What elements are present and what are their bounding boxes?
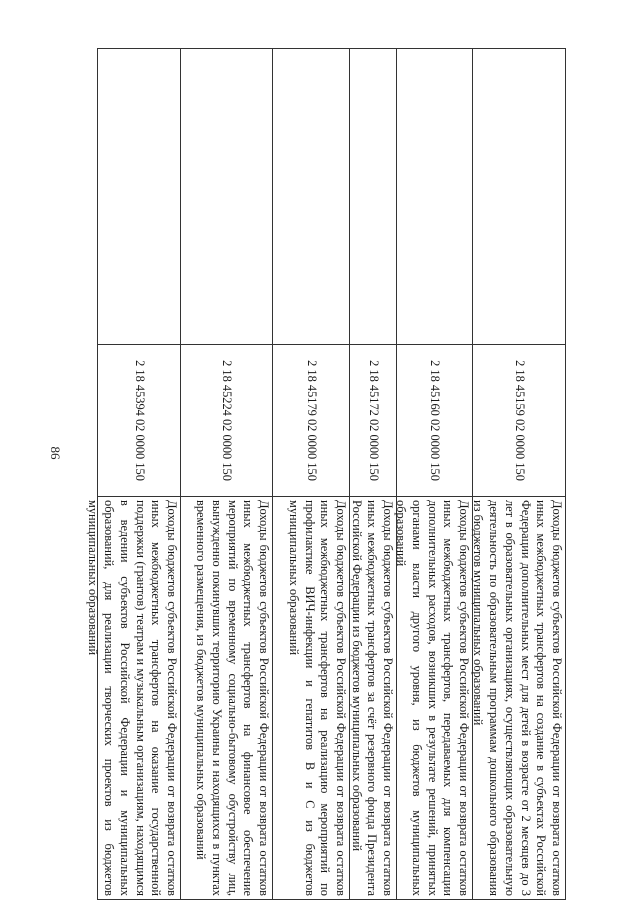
table-row: [396, 48, 472, 900]
table-row: [272, 48, 349, 900]
admin-code-cell: [473, 48, 565, 344]
admin-code-cell: [98, 48, 180, 344]
income-description-cell: Доходы бюджетов субъектов Российской Федерации от возврата остатков иных межбюджетных трансфертов на оказание государственной поддержки (грантов) театрам и музыкальным организациям, находящимся в ведении субъектов Российской Федерации и муниципальных образований, для реализации творческих проектов из бюджетов муниципальных образований: [98, 496, 180, 900]
budget-code-cell: 2 18 45160 02 0000 150: [397, 344, 472, 496]
budget-code-cell: 2 18 45179 02 0000 150: [273, 344, 349, 496]
budget-code-cell: 2 18 45172 02 0000 150: [350, 344, 396, 496]
income-description-cell: Доходы бюджетов субъектов Российской Федерации от возврата остатков иных межбюджетных трансфертов на создание в субъектах Российской Федерации дополнительных мест для детей в возрасте от 2 месяцев до 3 лет в образовательных организациях, осуществляющих образовательную деятельность по образовательным программам дошкольного образования из бюджетов муниципальных образований: [473, 496, 565, 900]
table-row: [472, 48, 565, 900]
table-row: [349, 48, 396, 900]
income-description-cell: Доходы бюджетов субъектов Российской Федерации от возврата остатков иных межбюджетных трансфертов на реализацию мероприятий по профилактике ВИЧ-инфекции и гепатитов В и С из бюджетов муниципальных образований: [273, 496, 349, 900]
budget-code-cell: 2 18 45394 02 0000 150: [98, 344, 180, 496]
budget-code-cell: 2 18 45224 02 0000 150: [181, 344, 272, 496]
income-description-cell: Доходы бюджетов субъектов Российской Федерации от возврата остатков иных межбюджетных трансфертов на финансовое обеспечение мероприятий по временному социально-бытовому обустройству лиц, вынужденно покинувших территорию Украины и находящихся в пунктах временного размещения, из бюджетов муниципальных образований: [181, 496, 272, 900]
table-row: [180, 48, 272, 900]
table-row: [86, 48, 180, 900]
admin-code-cell: [350, 48, 396, 344]
admin-code-cell: [181, 48, 272, 344]
admin-code-cell: [273, 48, 349, 344]
admin-code-cell: [397, 48, 472, 344]
income-description-cell: Доходы бюджетов субъектов Российской Федерации от возврата остатков иных межбюджетных трансфертов за счёт резервного фонда Президента Российской Федерации из бюджетов муниципальных образований: [350, 496, 396, 900]
budget-code-cell: 2 18 45159 02 0000 150: [473, 344, 565, 496]
income-description-cell: Доходы бюджетов субъектов Российской Федерации от возврата остатков иных межбюджетных трансфертов, передаваемых для компенсации дополнительных расходов, возникших в результате решений, принятых органами власти другого уровня, из бюджетов муниципальных образований: [397, 496, 472, 900]
budget-codes-table-wrapper: [86, 48, 566, 900]
page-number: 86: [48, 446, 63, 460]
budget-codes-table: [86, 48, 566, 900]
